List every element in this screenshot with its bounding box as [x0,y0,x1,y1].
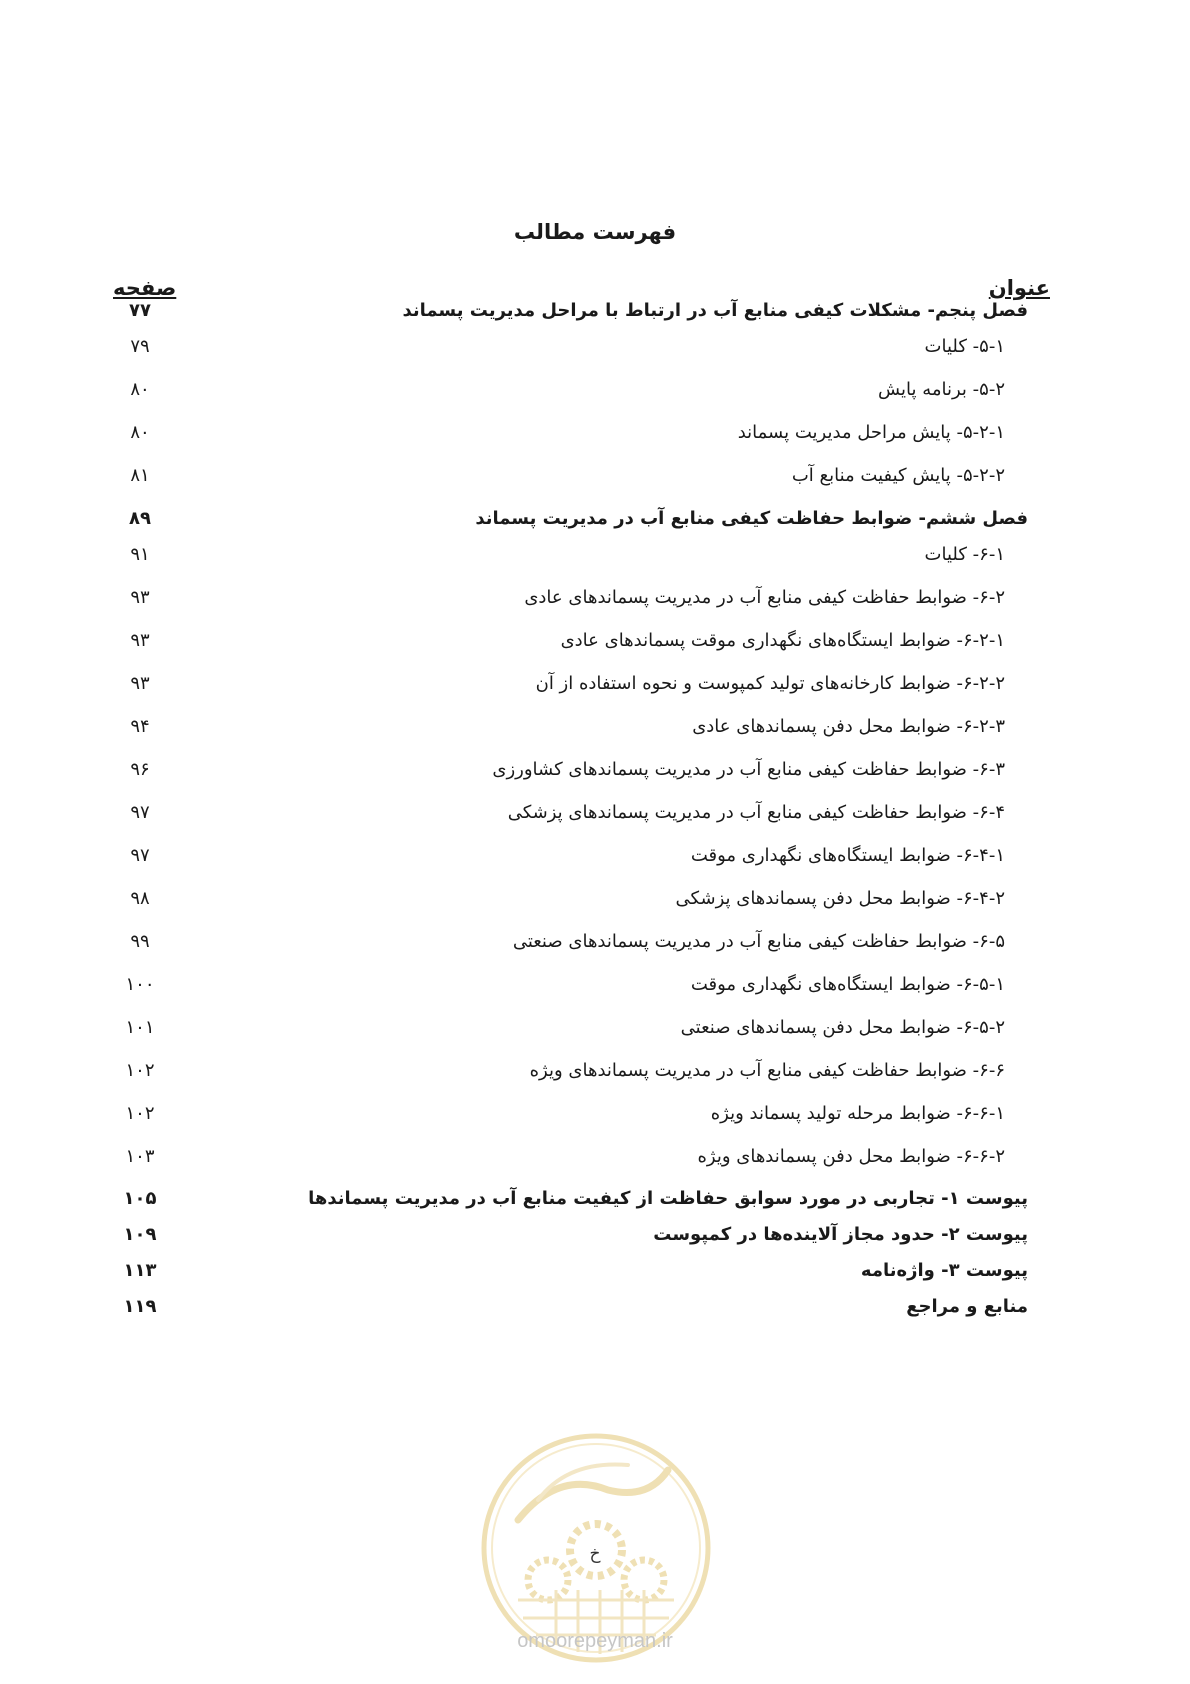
toc-entry-title: ۶-۵-۲- ضوابط محل دفن پسماندهای صنعتی [680,1017,1005,1038]
toc-entry-page: ۸۹ [129,508,151,529]
toc-entry-title: ۵-۲- برنامه پایش [878,379,1005,400]
toc-chapter-row[interactable] [0,1292,1190,1322]
toc-entry-page: ۱۰۲ [125,1103,155,1124]
toc-entry-page: ۱۱۳ [123,1260,157,1281]
watermark-url: omoorepeyman.ir [517,1630,673,1652]
toc-entry-page: ۹۴ [130,716,150,737]
toc-entry-title: پیوست ۲- حدود مجاز آلاینده‌ها در کمپوست [653,1224,1028,1245]
toc-entry-page: ۹۳ [130,630,150,651]
toc-entry-title: ۶-۵- ضوابط حفاظت کیفی منابع آب در مدیریت پسماندهای صنعتی [512,931,1005,952]
toc-entry-title: ۶-۴-۲- ضوابط محل دفن پسماندهای پزشکی [675,888,1005,909]
toc-row[interactable] [0,970,1190,1000]
toc-entry-page: ۱۰۱ [125,1017,155,1038]
toc-entry-page: ۹۱ [130,544,150,565]
toc-row[interactable] [0,332,1190,362]
toc-entry-page: ۹۳ [130,673,150,694]
toc-entry-title: فصل ششم- ضوابط حفاظت کیفی منابع آب در مدیریت پسماند [475,508,1028,529]
toc-entry-title: ۵-۱- کلیات [924,336,1005,357]
toc-entry-title: ۶-۴-۱- ضوابط ایستگاه‌های نگهداری موقت [690,845,1005,866]
toc-entry-page: ۹۷ [130,802,150,823]
toc-row[interactable] [0,1142,1190,1172]
toc-entry-title: ۶-۶-۲- ضوابط محل دفن پسماندهای ویژه [697,1146,1005,1167]
toc-chapter-row[interactable] [0,1256,1190,1286]
toc-entry-page: ۹۹ [130,931,150,952]
toc-row[interactable] [0,669,1190,699]
toc-entry-title: ۶-۲-۱- ضوابط ایستگاه‌های نگهداری موقت پسماندهای عادی [560,630,1005,651]
toc-entry-title: ۵-۲-۱- پایش مراحل مدیریت پسماند [737,422,1005,443]
toc-entry-page: ۹۸ [130,888,150,909]
toc-chapter-row[interactable] [0,296,1190,326]
toc-entry-page: ۱۰۰ [125,974,155,995]
toc-entry-title: منابع و مراجع [906,1296,1028,1317]
toc-row[interactable] [0,626,1190,656]
page-number-letter: خ [589,1544,601,1564]
toc-entry-title: ۶-۲-۳- ضوابط محل دفن پسماندهای عادی [692,716,1005,737]
column-header-page: صفحه [113,276,177,300]
toc-entry-title: پیوست ۱- تجاربی در مورد سوابق حفاظت از کیفیت منابع آب در مدیریت پسماندها [308,1188,1028,1209]
toc-entry-title: پیوست ۳- واژه‌نامه [860,1260,1028,1281]
toc-row[interactable] [0,375,1190,405]
toc-entry-page: ۸۰ [130,379,150,400]
toc-entry-page: ۱۰۳ [125,1146,155,1167]
toc-entry-page: ۱۱۹ [123,1296,157,1317]
toc-entry-page: ۹۳ [130,587,150,608]
toc-row[interactable] [0,461,1190,491]
toc-entry-title: فصل پنجم- مشکلات کیفی منابع آب در ارتباط با مراحل مدیریت پسماند [402,300,1028,321]
toc-entry-page: ۱۰۹ [123,1224,157,1245]
toc-row[interactable] [0,884,1190,914]
column-header-title: عنوان [988,276,1050,300]
toc-entry-page: ۹۷ [130,845,150,866]
toc-chapter-row[interactable] [0,504,1190,534]
toc-entry-page: ۱۰۵ [123,1188,157,1209]
toc-row[interactable] [0,927,1190,957]
page-title: فهرست مطالب [513,220,677,244]
toc-entry-title: ۶-۲- ضوابط حفاظت کیفی منابع آب در مدیریت پسماندهای عادی [524,587,1005,608]
toc-entry-page: ۸۰ [130,422,150,443]
toc-row[interactable] [0,1099,1190,1129]
toc-entry-title: ۶-۶-۱- ضوابط مرحله تولید پسماند ویژه [710,1103,1005,1124]
toc-chapter-row[interactable] [0,1220,1190,1250]
toc-row[interactable] [0,583,1190,613]
toc-entry-title: ۵-۲-۲- پایش کیفیت منابع آب [791,465,1005,486]
toc-entry-page: ۷۷ [129,300,151,321]
toc-entry-title: ۶-۲-۲- ضوابط کارخانه‌های تولید کمپوست و نحوه استفاده از آن [535,673,1005,694]
toc-row[interactable] [0,712,1190,742]
toc-entry-title: ۶-۳- ضوابط حفاظت کیفی منابع آب در مدیریت پسماندهای کشاورزی [492,759,1005,780]
toc-entry-title: ۶-۶- ضوابط حفاظت کیفی منابع آب در مدیریت پسماندهای ویژه [529,1060,1005,1081]
toc-entry-page: ۹۶ [130,759,150,780]
toc-entry-page: ۸۱ [130,465,150,486]
toc-row[interactable] [0,1056,1190,1086]
toc-row[interactable] [0,540,1190,570]
toc-entry-title: ۶-۴- ضوابط حفاظت کیفی منابع آب در مدیریت پسماندهای پزشکی [507,802,1005,823]
toc-row[interactable] [0,418,1190,448]
toc-row[interactable] [0,1013,1190,1043]
toc-row[interactable] [0,755,1190,785]
toc-entry-title: ۶-۵-۱- ضوابط ایستگاه‌های نگهداری موقت [690,974,1005,995]
toc-row[interactable] [0,798,1190,828]
toc-entry-title: ۶-۱- کلیات [924,544,1005,565]
toc-entry-page: ۱۰۲ [125,1060,155,1081]
toc-chapter-row[interactable] [0,1184,1190,1214]
toc-row[interactable] [0,841,1190,871]
toc-entry-page: ۷۹ [130,336,150,357]
